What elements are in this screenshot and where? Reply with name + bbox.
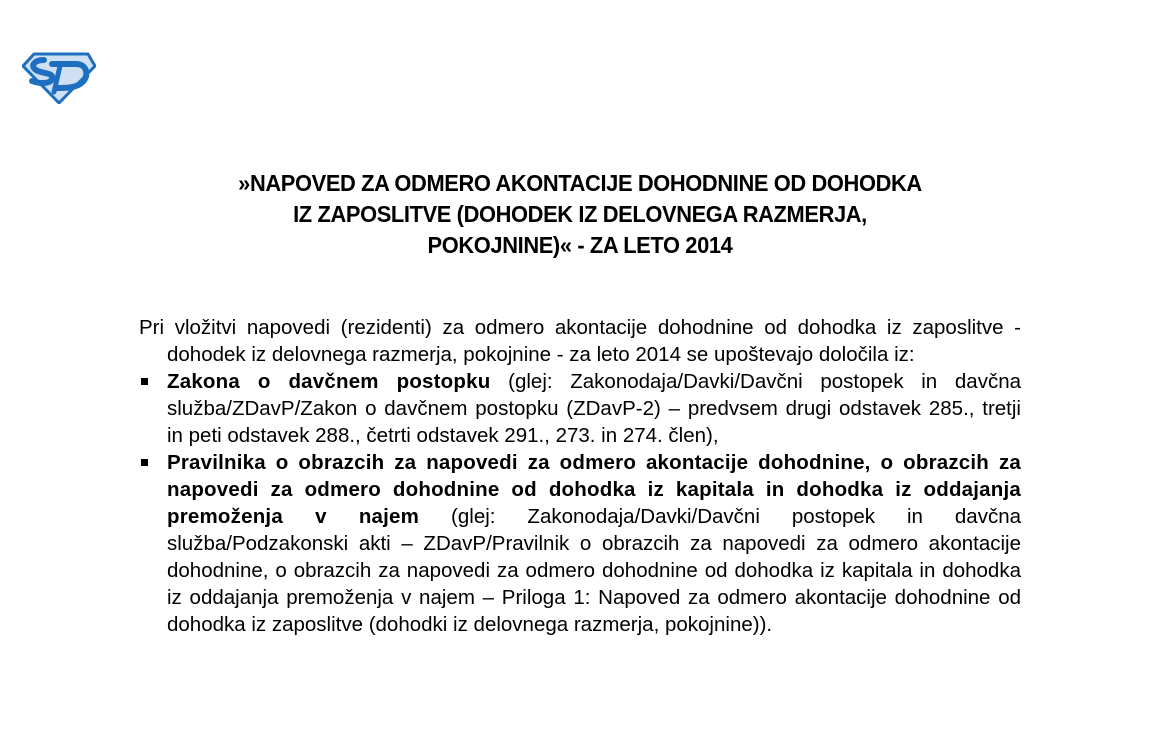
title-line-1: »NAPOVED ZA ODMERO AKONTACIJE DOHODNINE OD DOHODKA: [238, 170, 922, 196]
sd-logo-icon: [22, 52, 96, 104]
intro-paragraph: Pri vložitvi napovedi (rezidenti) za odmero akontacije dohodnine od dohodka iz zaposlitve - dohodek iz delovnega razmerja, pokojnine - za leto 2014 se upoštevajo določila iz:: [139, 316, 1021, 366]
title-line-2: IZ ZAPOSLITVE (DOHODEK IZ DELOVNEGA RAZMERJA,: [293, 201, 867, 227]
title-line-3: POKOJNINE)« - ZA LETO 2014: [427, 232, 733, 258]
list-item-text: (glej: Zakonodaja/Davki/Davčni postopek in davčna služba/Podzakonski akti – ZDavP/Pravilnik o obrazcih za napovedi za odmero akontacije dohodnine, o obrazcih za napovedi za odmero dohodnine od dohodka iz kapitala in dohodka iz oddajanja premoženja v najem – Priloga 1: Napoved za odmero akontacije dohodnine od dohodka iz zaposlitve (dohodki iz delovnega razmerja, pokojnine)).: [167, 505, 1022, 636]
list-item-pravilnik: [139, 449, 1021, 638]
list-item-bold-text: Zakona o davčnem postopku: [167, 370, 491, 393]
bullet-square-icon: [141, 459, 148, 466]
sd-logo: [22, 52, 96, 104]
document-body: [139, 314, 1021, 638]
bullet-square-icon: [141, 378, 148, 385]
list-item-text: (glej: Zakonodaja/Davki/Davčni postopek in davčna služba/ZDavP/Zakon o davčnem postopku (ZDavP-2) – predvsem drugi odstavek 285., tretji in peti odstavek 288., četrti odstavek 291., 273. in 274. člen),: [167, 370, 1021, 447]
document-title: [152, 168, 1008, 261]
list-item-zakon: [139, 368, 1021, 449]
list-item-bold-text: Pravilnika o obrazcih za napovedi za odmero akontacije dohodnine, o obrazcih za napovedi za odmero dohodnine od dohodka iz kapitala in dohodka iz oddajanja premoženja v najem: [167, 451, 1021, 528]
